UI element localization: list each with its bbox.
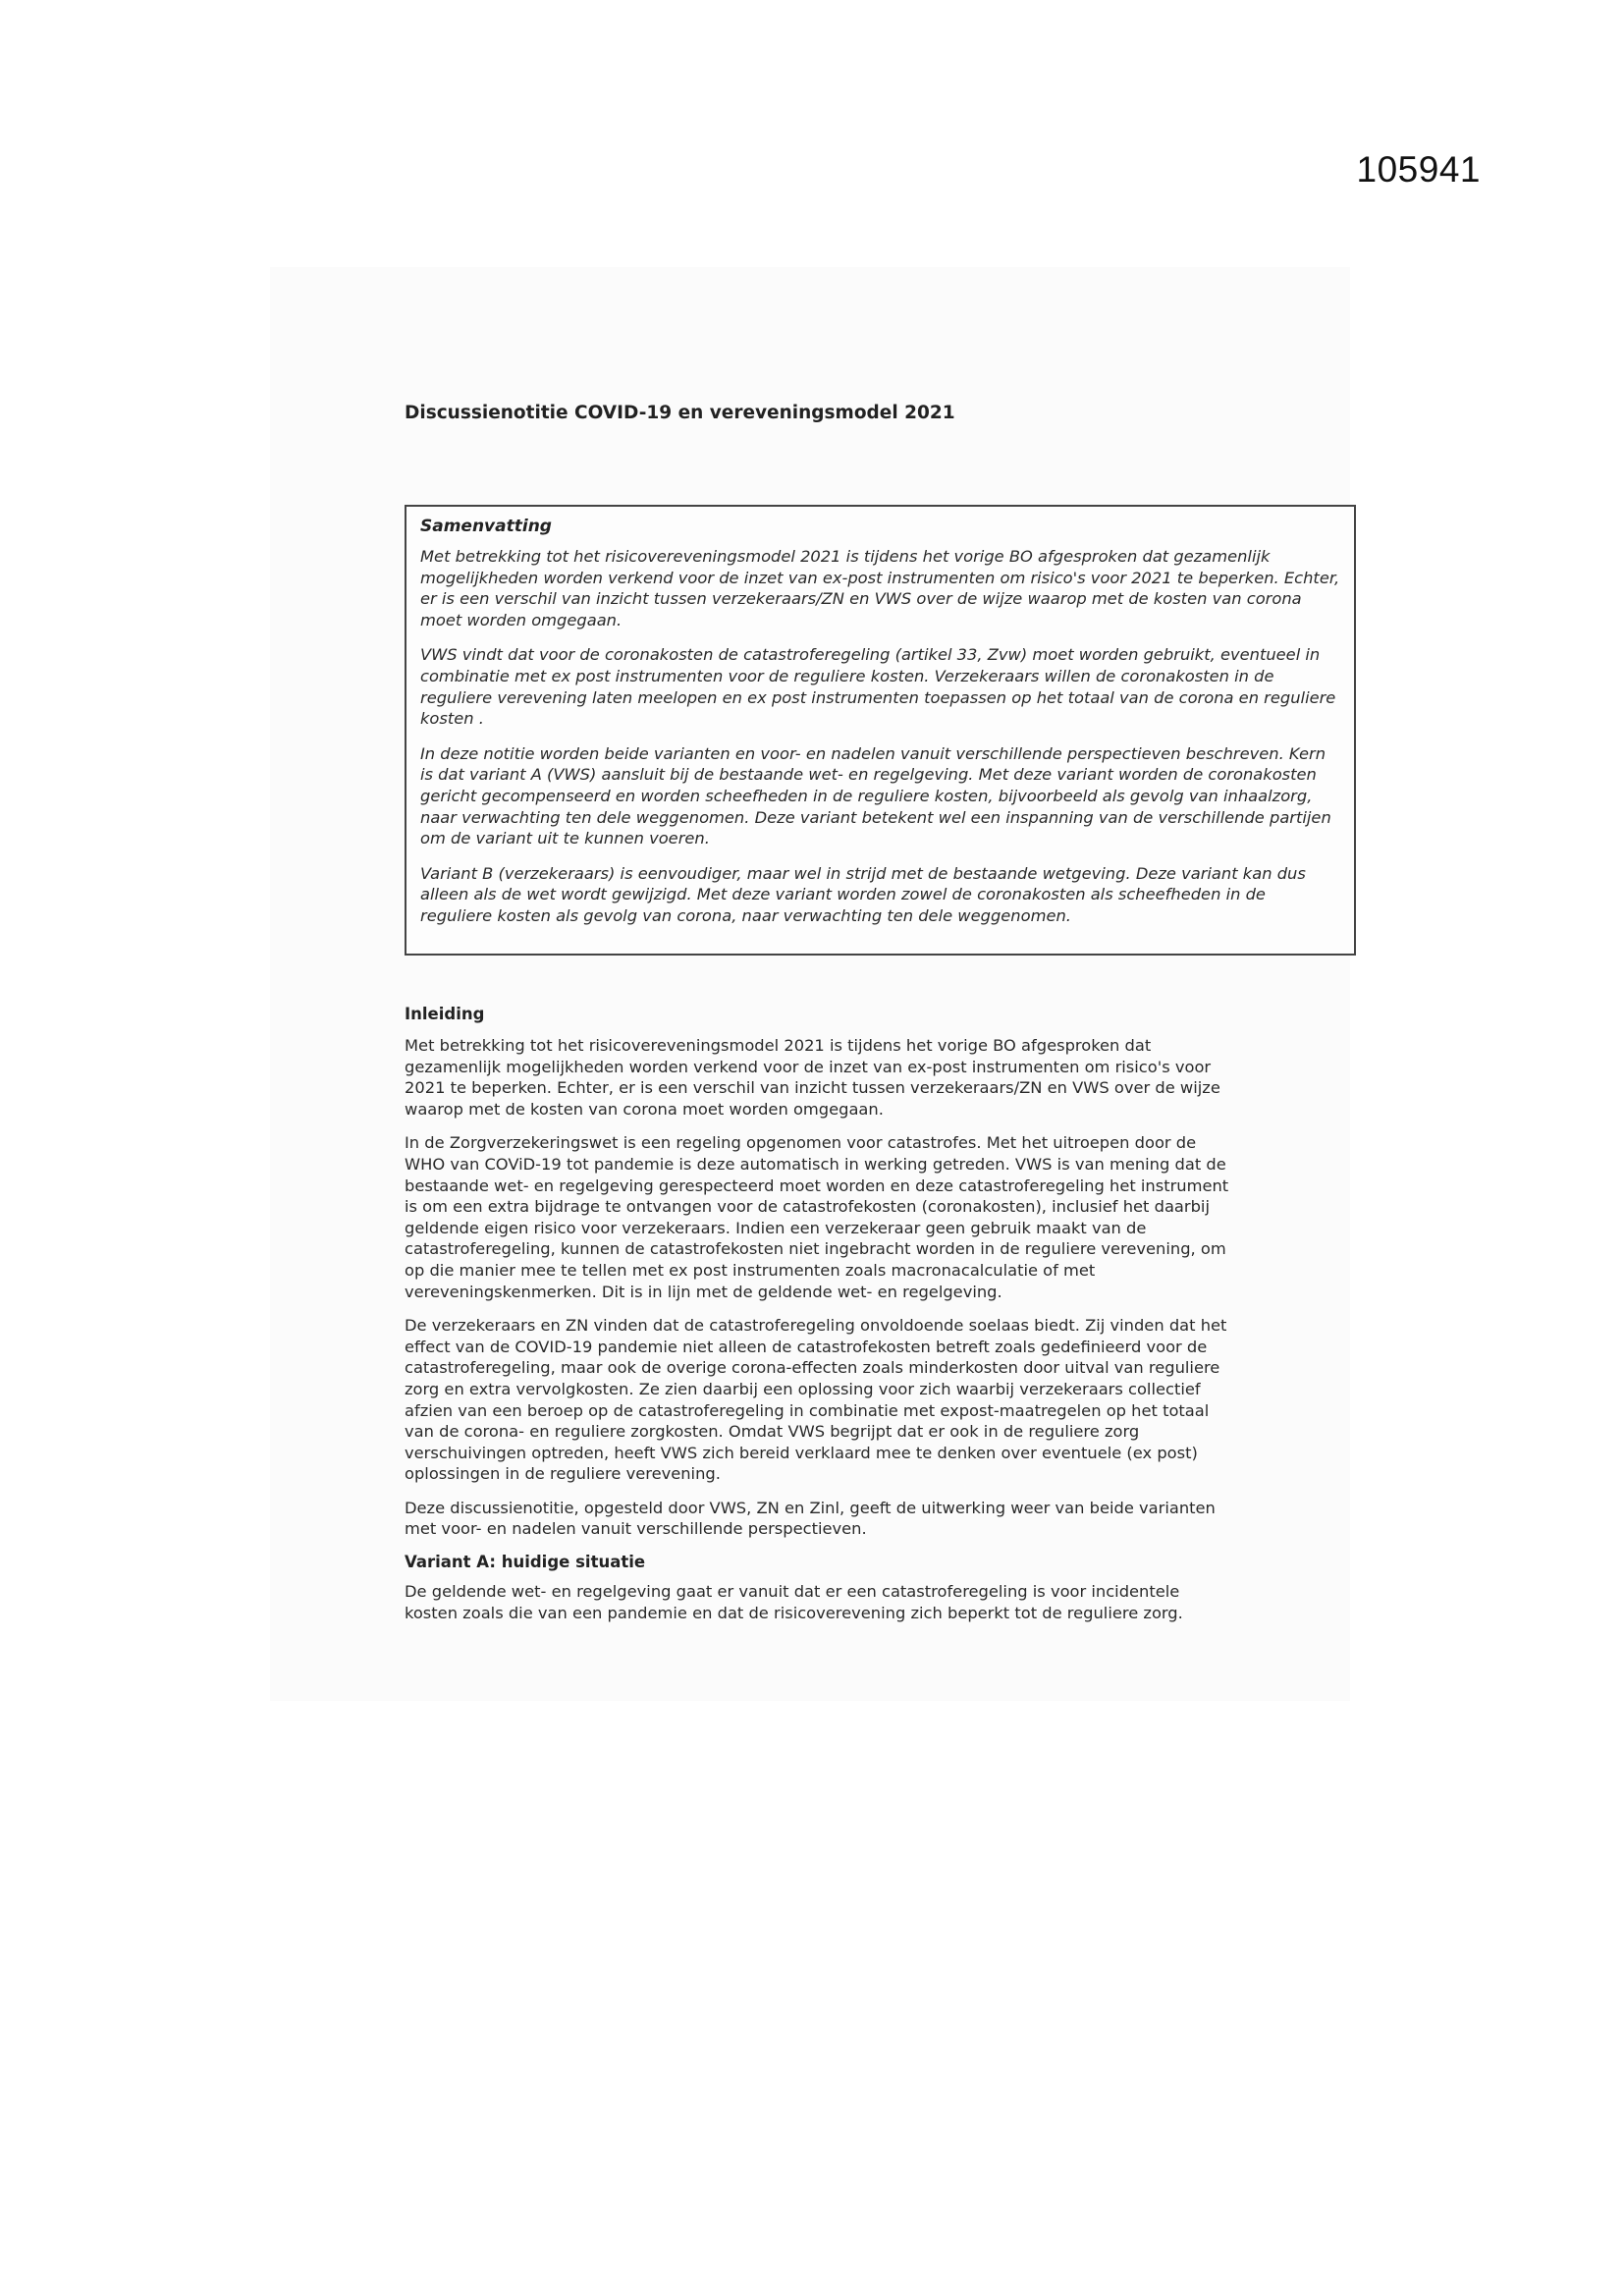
summary-heading: Samenvatting — [420, 517, 552, 536]
introduction-paragraph: Met betrekking tot het risicovereveningsmodel 2021 is tijdens het vorige BO afgesproken dat gezamenlijk mogelijkheden worden verkend voor de inzet van ex-post instrumenten om risico's voor 2021 te beperken. Echter, er is een verschil van inzicht tussen verzekeraars/ZN en VWS over de wijze waarop met de kosten van corona moet worden omgegaan. — [405, 1036, 1220, 1119]
introduction-paragraph: Deze discussienotitie, opgesteld door VWS, ZN en Zinl, geeft de uitwerking weer van beide varianten met voor- en nadelen vanuit verschillende perspectieven. — [405, 1498, 1216, 1539]
summary-paragraph: Met betrekking tot het risicovereveningsmodel 2021 is tijdens het vorige BO afgesproken dat gezamenlijk mogelijkheden worden verkend voor de inzet van ex-post instrumenten om risico's voor 2021 te beperken. Echter, er is een verschil van inzicht tussen verzekeraars/ZN en VWS over de wijze waarop met de kosten van corona moet worden omgegaan. — [420, 547, 1340, 629]
variant-a-paragraph: De geldende wet- en regelgeving gaat er vanuit dat er een catastroferegeling is voor incidentele kosten zoals die van een pandemie en dat de risicoverevening zich beperkt tot de reguliere zorg. — [405, 1582, 1183, 1622]
body-section — [405, 1005, 1234, 1636]
summary-box — [405, 505, 1356, 956]
introduction-paragraph: In de Zorgverzekeringswet is een regeling opgenomen voor catastrofes. Met het uitroepen door de WHO van COViD-19 tot pandemie is deze automatisch in werking getreden. VWS is van mening dat de bestaande wet- en regelgeving gerespecteerd moet worden en deze catastroferegeling het instrument is om een extra bijdrage te ontvangen voor de catastrofekosten (coronakosten), inclusief het daarbij geldende eigen risico voor verzekeraars. Indien een verzekeraar geen gebruik maakt van de catastroferegeling, kunnen de catastrofekosten niet ingebracht worden in de reguliere verevening, om op die manier mee te tellen met ex post instrumenten zoals macronacalculatie of met vereveningskenmerken. Dit is in lijn met de geldende wet- en regelgeving. — [405, 1133, 1229, 1301]
summary-paragraph: Variant B (verzekeraars) is eenvoudiger, maar wel in strijd met de bestaande wetgeving. Deze variant kan dus alleen als de wet wordt gewijzigd. Met deze variant worden zowel de coronakosten als scheefheden in de reguliere kosten als gevolg van corona, naar verwachting ten dele weggenomen. — [420, 863, 1306, 925]
variant-a-heading: Variant A: huidige situatie — [405, 1553, 646, 1572]
document-number: 105941 — [1356, 149, 1481, 190]
introduction-paragraph: De verzekeraars en ZN vinden dat de catastroferegeling onvoldoende soelaas biedt. Zij vinden dat het effect van de COVID-19 pandemie niet alleen de catastrofekosten betreft zoals gedefinieerd voor de catastroferegeling, maar ook de overige corona-effecten zoals minderkosten door uitval van reguliere zorg en extra vervolgkosten. Ze zien daarbij een oplossing voor zich waarbij verzekeraars collectief afzien van een beroep op de catastroferegeling in combinatie met expost-maatregelen op het totaal van de corona- en reguliere zorgkosten. Omdat VWS begrijpt dat er ook in de reguliere zorg verschuivingen optreden, heeft VWS zich bereid verklaard mee te denken over eventuele (ex post) oplossingen in de reguliere verevening. — [405, 1316, 1227, 1484]
document-title: Discussienotitie COVID-19 en vereveningsmodel 2021 — [405, 403, 955, 423]
summary-paragraph: VWS vindt dat voor de coronakosten de catastroferegeling (artikel 33, Zvw) moet worden gebruikt, eventueel in combinatie met ex post instrumenten voor de reguliere kosten. Verzekeraars willen de coronakosten in de reguliere verevening laten meelopen en ex post instrumenten toepassen op het totaal van de corona en reguliere kosten . — [420, 645, 1336, 729]
summary-paragraph: In deze notitie worden beide varianten en voor- en nadelen vanuit verschillende perspectieven beschreven. Kern is dat variant A (VWS) aansluit bij de bestaande wet- en regelgeving. Met deze variant worden de coronakosten gericht gecompenseerd en worden scheefheden in de reguliere kosten, bijvoorbeeld als gevolg van inhaalzorg, naar verwachting ten dele weggenomen. Deze variant betekent wel een inspanning van de verschillende partijen om de variant uit te kunnen voeren. — [420, 743, 1331, 848]
introduction-heading: Inleiding — [405, 1005, 485, 1023]
